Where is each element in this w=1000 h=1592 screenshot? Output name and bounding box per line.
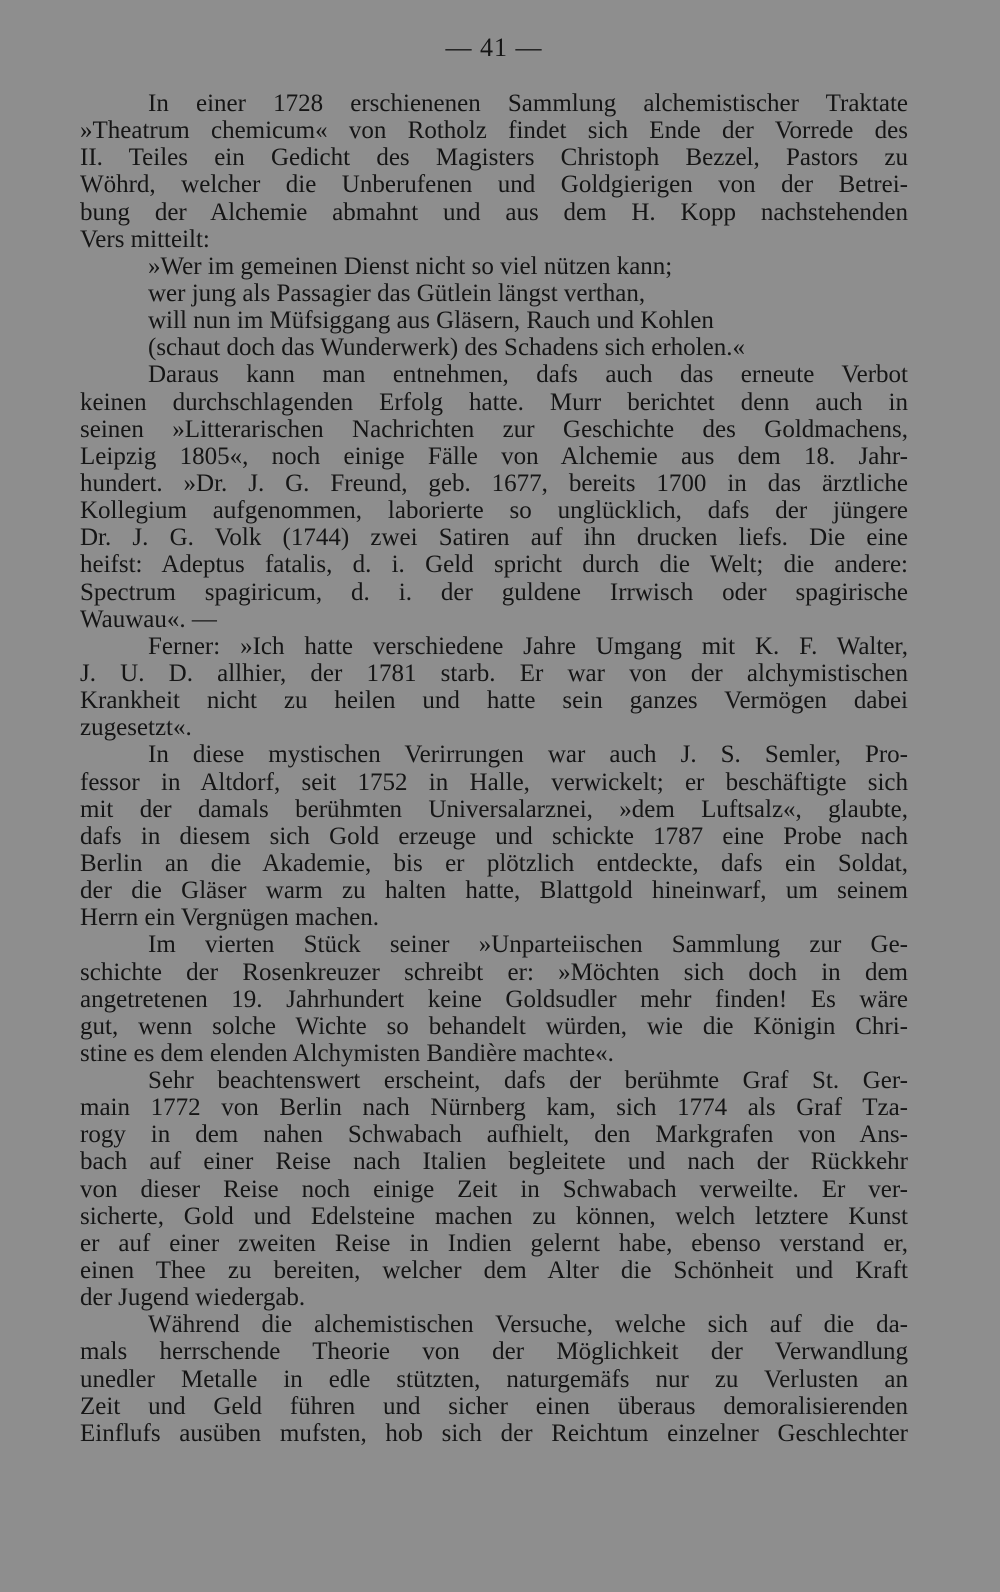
text-line: unedler Metalle in edle stützten, naturgemäfs nur zu Verlusten an [80, 1365, 908, 1393]
verse-line: »Wer im gemeinen Dienst nicht so viel nützen kann; [148, 252, 673, 280]
page-number: — 41 — [445, 33, 543, 62]
text-line: Spectrum spagiricum, d. i. der guldene Irrwisch oder spagirische [80, 578, 908, 606]
text-line: rogy in dem nahen Schwabach aufhielt, den Markgrafen von Ans- [80, 1121, 908, 1149]
text-line: Zeit und Geld führen und sicher einen überaus demoralisierenden [80, 1392, 908, 1420]
text-line: keinen durchschlagenden Erfolg hatte. Murr berichtet denn auch in [80, 388, 908, 416]
text-line: »Theatrum chemicum« von Rotholz findet sich Ende der Vorrede des [80, 117, 908, 145]
text-line: stine es dem elenden Alchymisten Bandière machte«. [80, 1039, 614, 1067]
text-line: Während die alchemistischen Versuche, welche sich auf die da- [148, 1311, 908, 1339]
text-line: II. Teiles ein Gedicht des Magisters Christoph Bezzel, Pastors zu [80, 144, 908, 172]
text-line: heifst: Adeptus fatalis, d. i. Geld spricht durch die Welt; die andere: [80, 551, 908, 579]
text-line: gut, wenn solche Wichte so behandelt würden, wie die Königin Chri- [80, 1012, 908, 1040]
text-line: Ferner: »Ich hatte verschiedene Jahre Umgang mit K. F. Walter, [148, 632, 908, 660]
text-line: Wauwau«. — [80, 605, 217, 633]
text-line: angetretenen 19. Jahrhundert keine Goldsudler mehr finden! Es wäre [80, 985, 908, 1013]
verse-line: wer jung als Passagier das Gütlein längst verthan, [148, 279, 646, 307]
body-text [80, 90, 908, 1447]
verse-line: will nun im Müfsiggang aus Gläsern, Rauch und Kohlen [148, 307, 714, 335]
text-line: der Jugend wiedergab. [80, 1284, 306, 1312]
text-line: der die Gläser warm zu halten hatte, Blattgold hineinwarf, um seinem [80, 877, 908, 905]
text-line: seinen »Litterarischen Nachrichten zur Geschichte des Goldmachens, [80, 415, 908, 443]
text-line: Im vierten Stück seiner »Unparteiischen Sammlung zur Ge- [148, 931, 908, 959]
text-line: In diese mystischen Verirrungen war auch J. S. Semler, Pro- [148, 741, 908, 769]
text-line: schichte der Rosenkreuzer schreibt er: »Möchten sich doch in dem [80, 958, 908, 986]
text-line: sicherte, Gold und Edelsteine machen zu können, welch letztere Kunst [80, 1202, 908, 1230]
text-line: er auf einer zweiten Reise in Indien gelernt habe, ebenso verstand er, [80, 1229, 908, 1257]
text-line: Vers mitteilt: [80, 225, 210, 253]
text-line: main 1772 von Berlin nach Nürnberg kam, sich 1774 als Graf Tza- [80, 1094, 908, 1122]
text-line: einen Thee zu bereiten, welcher dem Alter die Schönheit und Kraft [80, 1257, 908, 1285]
text-line: Kollegium aufgenommen, laborierte so unglücklich, dafs der jüngere [80, 497, 908, 525]
text-line: bung der Alchemie abmahnt und aus dem H. Kopp nachstehenden [80, 198, 908, 226]
text-line: fessor in Altdorf, seit 1752 in Halle, verwickelt; er beschäftigte sich [80, 768, 908, 796]
text-line: bach auf einer Reise nach Italien begleitete und nach der Rückkehr [80, 1148, 908, 1176]
text-line: dafs in diesem sich Gold erzeuge und schickte 1787 eine Probe nach [80, 822, 908, 850]
text-line: hundert. »Dr. J. G. Freund, geb. 1677, bereits 1700 in das ärztliche [80, 469, 908, 497]
text-line: Einflufs ausüben mufsten, hob sich der Reichtum einzelner Geschlechter [80, 1419, 908, 1447]
text-line: J. U. D. allhier, der 1781 starb. Er war von der alchymistischen [80, 659, 908, 687]
verse-line: (schaut doch das Wunderwerk) des Schadens sich erholen.« [148, 334, 745, 362]
text-line: mit der damals berühmten Universalarznei, »dem Luftsalz«, glaubte, [80, 795, 908, 823]
text-line: zugesetzt«. [80, 714, 192, 742]
text-line: von dieser Reise noch einige Zeit in Schwabach verweilte. Er ver- [80, 1175, 908, 1203]
text-line: mals herrschende Theorie von der Möglichkeit der Verwandlung [80, 1338, 908, 1366]
text-line: Berlin an die Akademie, bis er plötzlich entdeckte, dafs ein Soldat, [80, 849, 908, 877]
text-line: Sehr beachtenswert erscheint, dafs der berühmte Graf St. Ger- [148, 1067, 908, 1095]
text-line: Dr. J. G. Volk (1744) zwei Satiren auf ihn drucken liefs. Die eine [80, 524, 908, 552]
text-line: Wöhrd, welcher die Unberufenen und Goldgierigen von der Betrei- [80, 171, 908, 199]
text-line: Daraus kann man entnehmen, dafs auch das erneute Verbot [148, 361, 908, 389]
text-line: In einer 1728 erschienenen Sammlung alchemistischer Traktate [148, 90, 908, 117]
text-line: Krankheit nicht zu heilen und hatte sein ganzes Vermögen dabei [80, 687, 908, 715]
text-line: Herrn ein Vergnügen machen. [80, 904, 379, 932]
text-line: Leipzig 1805«, noch einige Fälle von Alchemie aus dem 18. Jahr- [80, 442, 908, 470]
